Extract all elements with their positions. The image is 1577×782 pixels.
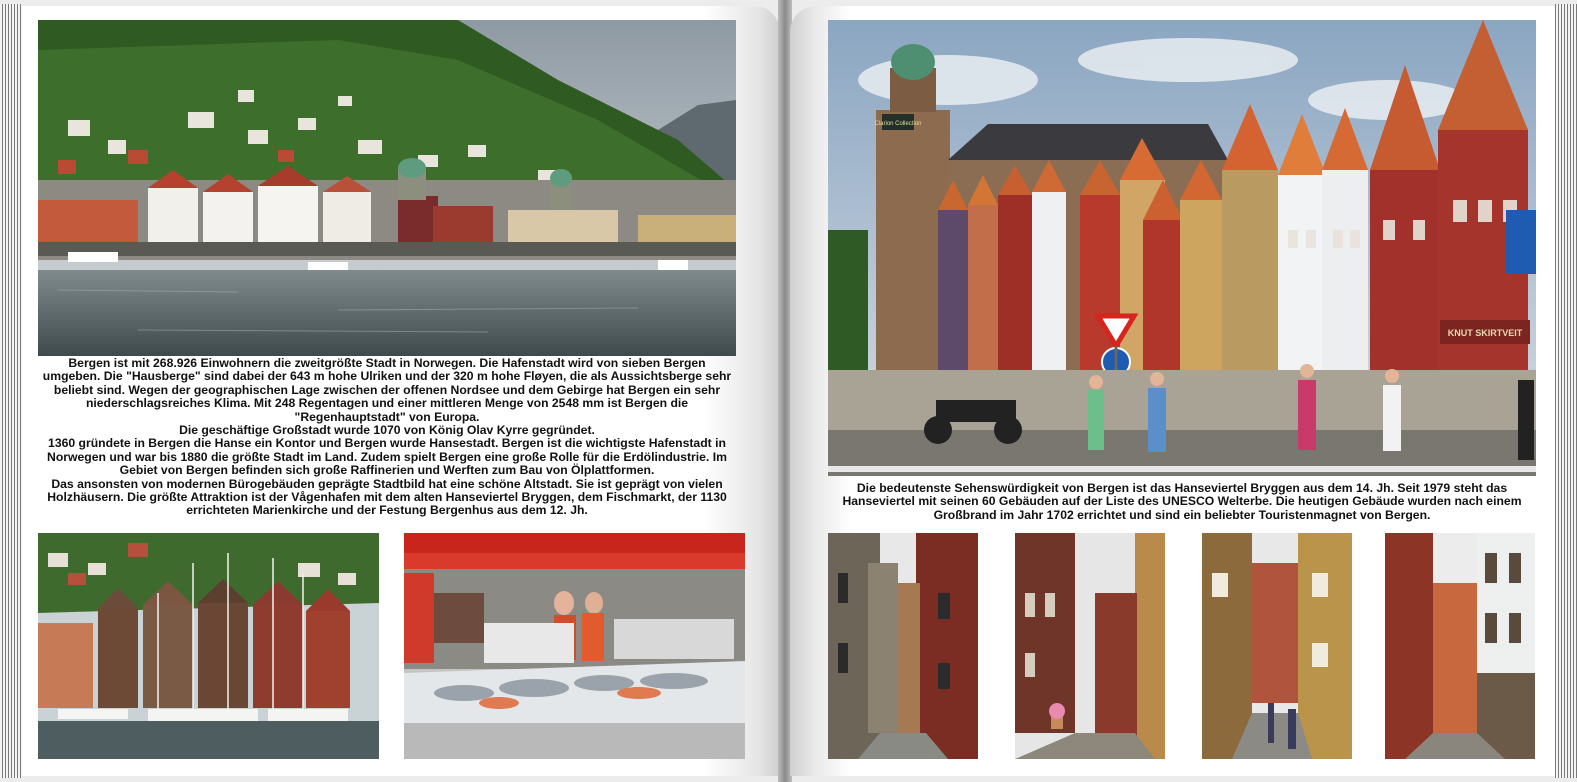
bryggen-harbour-boats-photo	[38, 533, 379, 759]
caption-paragraph: Das ansonsten von modernen Bürogebäuden geprägte Stadtbild hat eine schöne Altstadt. Sie ist geprägt von vielen Holzhäusern. Die größte Attraktion ist der Vågenhafen mit dem alten Hanseviertel Bryggen, dem Fischmarkt, der 1130 errichteten Marienkirche und der Festung Bergenhus aus dem 12. Jh.	[47, 476, 727, 518]
fish-market-photo	[404, 533, 745, 759]
page-stack-right	[1555, 4, 1577, 778]
bryggen-street-photo	[828, 20, 1536, 476]
harbour-panorama-photo	[38, 20, 736, 356]
shop-sign-text: KNUT SKIRTVEIT	[1447, 328, 1523, 338]
caption-paragraph: Die bedeutenste Sehenswürdigkeit von Bergen ist das Hanseviertel Bryggen aus dem 14. Jh. Seit 1979 steht das Hanseviertel mit seinen 60 Gebäuden auf der Liste des UNESCO Welterbe. Die heutigen Gebäude wurden nach einem Großbrand im Jahr 1702 errichtet und sind ein beliebter Touristenmagnet von Bergen.	[842, 481, 1522, 522]
caption-paragraph: Die geschäftige Großstadt wurde 1070 von König Olav Kyrre gegründet.	[179, 423, 595, 438]
hotel-sign-text: Clarion Collection	[874, 121, 922, 127]
right-page-caption	[828, 482, 1536, 522]
bryggen-alley-photo-3	[1202, 533, 1352, 759]
bryggen-alley-photo-1	[828, 533, 978, 759]
page-stack-left	[0, 4, 22, 778]
left-page-caption	[40, 357, 734, 518]
bryggen-alley-photo-2	[1015, 533, 1165, 759]
caption-paragraph: 1360 gründete in Bergen die Hanse ein Kontor und Bergen wurde Hansestadt. Bergen ist die wichtigste Hafenstadt in Norwegen und war bis 1880 die größte Stadt im Land. Zudem spielt Bergen eine große Rolle für die Erdölindustrie. Im Gebiet von Bergen befinden sich große Raffinerien und Werften zum Bau von Ölplattformen.	[47, 436, 727, 478]
bryggen-alley-photo-4	[1385, 533, 1535, 759]
caption-paragraph: Bergen ist mit 268.926 Einwohnern die zweitgrößte Stadt in Norwegen. Die Hafenstadt wird von sieben Bergen umgeben. Die "Hausberge" sind dabei der 643 m hohe Ulriken und der 320 m hohe Fløyen, die als Aussichtsberge sehr beliebt sind. Wegen der geographischen Lage zwischen der offenen Nordsee und dem Gebirge hat Bergen ein sehr niederschlagsreiches Klima. Mit 248 Regentagen und einer mittleren Menge von 2548 mm ist Bergen die "Regenhauptstadt" von Europa.	[42, 356, 732, 424]
